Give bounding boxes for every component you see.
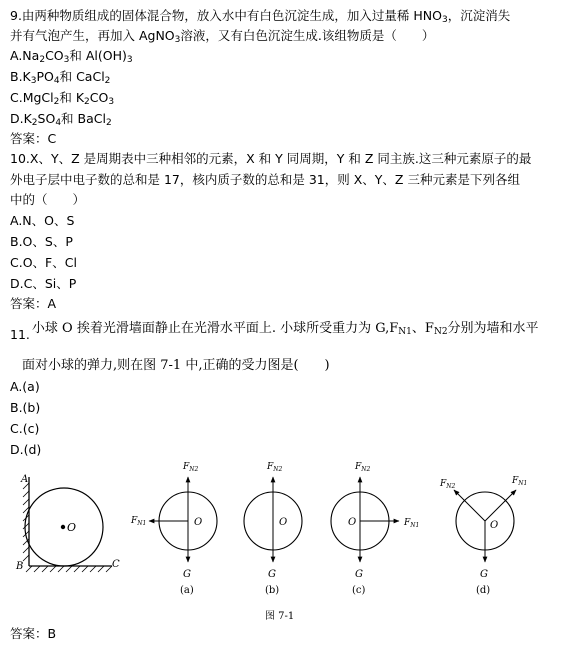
q10-stem-line1: 10.X、Y、Z 是周期表中三种相邻的元素，X 和 Y 同周期，Y 和 Z 同主族.这三种元素原子的最 <box>10 151 532 166</box>
label-c: C <box>112 559 120 570</box>
label-fn2: $F_{N2}$ <box>267 462 283 473</box>
q9-stem-line2: 并有气泡产生，再加入 AgNO$_3$溶液，又有白色沉淀生成.该组物质是（ ） <box>10 28 435 45</box>
label-g: G <box>355 569 363 580</box>
diagram-a <box>130 462 217 596</box>
sub-label-c: (c) <box>352 585 366 596</box>
q10-option-c: C.O、F、Cl <box>10 255 77 270</box>
q11-stem-line1: 11. 小球 O 挨着光滑墙面静止在光滑水平面上. 小球所受重力为 $G,F_{N1}$、$F_{N2}$分别为墙和水平 <box>10 321 539 342</box>
q9-option-c: C.MgCl$_2$和 $K_2CO_3$ <box>10 90 115 107</box>
label-g: G <box>480 569 488 580</box>
sub-label-d: (d) <box>476 585 491 596</box>
q11-option-c: C.(c) <box>10 421 40 436</box>
q9-option-d: $D.K_2SO_4$和 BaCl$_2$ <box>10 111 112 128</box>
label-o: O <box>348 517 357 528</box>
setup-diagram <box>15 474 120 572</box>
label-o: O <box>67 521 77 534</box>
diagram-b <box>244 462 302 596</box>
q9-option-a: $A.Na_2CO_3$和 $Al(OH)_3$ <box>10 48 133 65</box>
q11-stem-line2: 面对小球的弹力,则在图 7-1 中,正确的受力图是( ) <box>22 358 330 373</box>
label-g: G <box>183 569 191 580</box>
label-fn2: $F_{N2}$ <box>355 462 371 473</box>
q9-stem-line1: 9.由两种物质组成的固体混合物，放入水中有白色沉淀生成，加入过量稀 $HNO_3$，沉淀消失 <box>10 8 511 25</box>
diagram-d <box>439 476 527 596</box>
label-fn2: $F_{N2}$ <box>183 462 199 473</box>
diagram-c <box>331 462 419 596</box>
ball-center-dot <box>61 525 65 529</box>
label-fn2: $F_{N2}$ <box>440 479 456 490</box>
label-o: O <box>279 517 288 528</box>
label-fn1: $F_{N1}$ <box>131 516 147 527</box>
q11-option-a: A.(a) <box>10 379 40 394</box>
wall-hatch <box>23 483 29 561</box>
q10-option-b: B.O、S、P <box>10 234 73 249</box>
label-o: O <box>490 520 499 531</box>
q9-option-b: $B.K_3PO_4$和 CaCl$_2$ <box>10 69 111 86</box>
q11-answer: 答案：B <box>10 626 57 641</box>
figure-caption: 图 7-1 <box>265 611 295 622</box>
sub-label-b: (b) <box>265 585 280 596</box>
q10-stem-line2: 外电子层中电子数的总和是 17，核内质子数的总和是 31，则 X、Y、Z 三种元素是下列各组 <box>10 172 520 187</box>
label-o: O <box>194 517 203 528</box>
arrow-fn1 <box>485 490 516 521</box>
q11-number: 11. <box>10 327 30 342</box>
q10-stem-line3: 中的（ ） <box>10 192 86 207</box>
q10-option-d: D.C、Si、P <box>10 276 77 291</box>
label-g: G <box>268 569 276 580</box>
label-fn1: $F_{N1}$ <box>512 476 528 487</box>
floor-hatch <box>26 566 112 572</box>
figure-7-1 <box>0 455 573 630</box>
label-a: A <box>21 474 29 485</box>
q10-option-a: A.N、O、S <box>10 213 75 228</box>
label-b: B <box>16 561 24 572</box>
q11-option-b: B.(b) <box>10 400 41 415</box>
q9-answer: 答案：C <box>10 131 57 146</box>
q11-option-d: D.(d) <box>10 442 42 457</box>
arrow-fn2 <box>454 490 485 521</box>
label-fn1: $F_{N1}$ <box>404 518 420 529</box>
sub-label-a: (a) <box>180 585 194 596</box>
q10-answer: 答案：A <box>10 296 57 311</box>
